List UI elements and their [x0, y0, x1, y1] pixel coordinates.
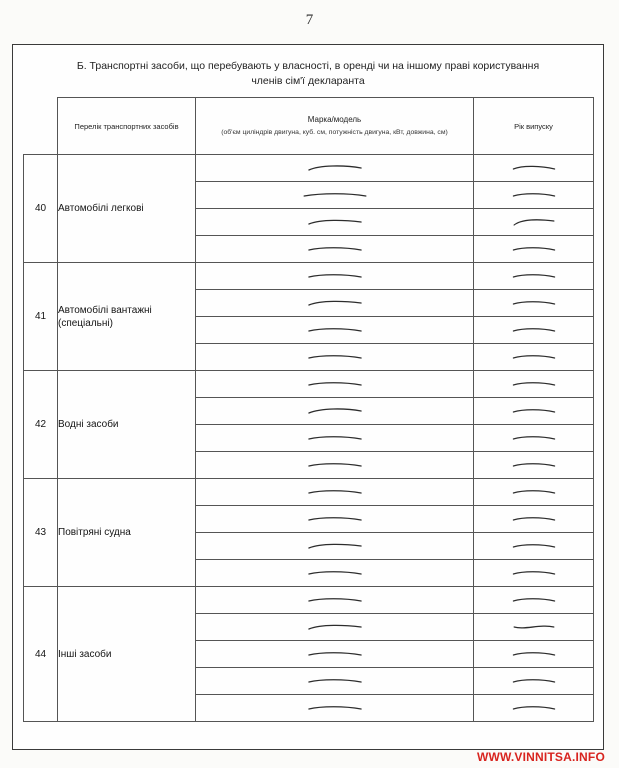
year-cell-44-1[interactable]	[474, 587, 594, 614]
dash-mark-icon	[306, 514, 364, 524]
dash-mark-icon	[511, 514, 557, 524]
dash-mark-icon	[306, 163, 364, 173]
year-cell-40-3[interactable]	[474, 209, 594, 236]
model-cell-44-3[interactable]	[196, 641, 474, 668]
year-cell-41-1[interactable]	[474, 263, 594, 290]
dash-mark-icon	[511, 352, 557, 362]
site-watermark: WWW.VINNITSA.INFO	[476, 750, 605, 764]
row-label-40: Автомобілі легкові	[58, 155, 196, 263]
year-cell-43-2[interactable]	[474, 506, 594, 533]
model-cell-44-2[interactable]	[196, 614, 474, 641]
model-cell-42-2[interactable]	[196, 398, 474, 425]
dash-mark-icon	[511, 568, 557, 578]
model-cell-40-3[interactable]	[196, 209, 474, 236]
model-cell-41-2[interactable]	[196, 290, 474, 317]
row-label-43: Повітряні судна	[58, 479, 196, 587]
header-year: Рік випуску	[474, 98, 594, 155]
model-cell-40-1[interactable]	[196, 155, 474, 182]
dash-mark-icon	[511, 703, 557, 713]
model-cell-41-1[interactable]	[196, 263, 474, 290]
dash-mark-icon	[511, 163, 557, 173]
model-cell-41-4[interactable]	[196, 344, 474, 371]
year-cell-42-1[interactable]	[474, 371, 594, 398]
dash-mark-icon	[306, 649, 364, 659]
model-cell-43-4[interactable]	[196, 560, 474, 587]
model-cell-41-3[interactable]	[196, 317, 474, 344]
table-row	[24, 371, 594, 398]
dash-mark-icon	[511, 244, 557, 254]
page-number: 7	[305, 12, 314, 28]
year-cell-43-1[interactable]	[474, 479, 594, 506]
table-body	[24, 155, 594, 722]
row-number-43: 43	[24, 479, 58, 587]
year-cell-44-2[interactable]	[474, 614, 594, 641]
dash-mark-icon	[306, 379, 364, 389]
header-model-main: Марка/модель	[307, 115, 362, 124]
year-cell-41-2[interactable]	[474, 290, 594, 317]
dash-mark-icon	[306, 271, 364, 281]
row-label-42: Водні засоби	[58, 371, 196, 479]
dash-mark-icon	[306, 325, 364, 335]
year-cell-41-4[interactable]	[474, 344, 594, 371]
model-cell-44-1[interactable]	[196, 587, 474, 614]
vehicles-table	[23, 97, 594, 722]
model-cell-43-2[interactable]	[196, 506, 474, 533]
year-cell-43-4[interactable]	[474, 560, 594, 587]
form-sheet	[12, 44, 604, 750]
dash-mark-icon	[306, 298, 364, 308]
dash-mark-icon	[511, 676, 557, 686]
row-number-40: 40	[24, 155, 58, 263]
model-cell-43-1[interactable]	[196, 479, 474, 506]
dash-mark-icon	[511, 298, 557, 308]
year-cell-40-4[interactable]	[474, 236, 594, 263]
dash-mark-icon	[306, 487, 364, 497]
model-cell-42-3[interactable]	[196, 425, 474, 452]
year-cell-40-1[interactable]	[474, 155, 594, 182]
section-title: Б. Транспортні засоби, що перебувають у власності, в оренді чи на іншому праві користування членів сім'ї декларанта	[76, 60, 540, 87]
model-cell-44-5[interactable]	[196, 695, 474, 722]
row-number-41: 41	[24, 263, 58, 371]
dash-mark-icon	[306, 217, 364, 227]
model-cell-40-2[interactable]	[196, 182, 474, 209]
dash-mark-icon	[302, 190, 368, 200]
header-vehicle-list: Перелік транспортних засобів	[58, 98, 196, 155]
dash-mark-icon	[306, 541, 364, 551]
model-cell-43-3[interactable]	[196, 533, 474, 560]
year-cell-42-3[interactable]	[474, 425, 594, 452]
dash-mark-icon	[511, 271, 557, 281]
year-cell-44-5[interactable]	[474, 695, 594, 722]
dash-mark-icon	[306, 568, 364, 578]
year-cell-40-2[interactable]	[474, 182, 594, 209]
dash-mark-icon	[511, 622, 557, 632]
dash-mark-icon	[306, 595, 364, 605]
header-model	[196, 98, 474, 155]
dash-mark-icon	[511, 325, 557, 335]
dash-mark-icon	[306, 244, 364, 254]
year-cell-42-4[interactable]	[474, 452, 594, 479]
model-cell-42-4[interactable]	[196, 452, 474, 479]
dash-mark-icon	[306, 433, 364, 443]
dash-mark-icon	[306, 352, 364, 362]
table-row	[24, 155, 594, 182]
model-cell-40-4[interactable]	[196, 236, 474, 263]
table-header	[24, 98, 594, 155]
model-cell-44-4[interactable]	[196, 668, 474, 695]
dash-mark-icon	[511, 190, 557, 200]
row-label-44: Інші засоби	[58, 587, 196, 722]
dash-mark-icon	[511, 406, 557, 416]
row-number-44: 44	[24, 587, 58, 722]
row-label-41: Автомобілі вантажні (спеціальні)	[58, 263, 196, 371]
table-row	[24, 479, 594, 506]
year-cell-42-2[interactable]	[474, 398, 594, 425]
year-cell-44-4[interactable]	[474, 668, 594, 695]
row-number-42: 42	[24, 371, 58, 479]
dash-mark-icon	[511, 487, 557, 497]
dash-mark-icon	[511, 460, 557, 470]
model-cell-42-1[interactable]	[196, 371, 474, 398]
year-cell-44-3[interactable]	[474, 641, 594, 668]
year-cell-43-3[interactable]	[474, 533, 594, 560]
dash-mark-icon	[511, 649, 557, 659]
dash-mark-icon	[511, 379, 557, 389]
dash-mark-icon	[511, 433, 557, 443]
header-model-sub: (об'єм циліндрів двигуна, куб. см, потужність двигуна, кВт, довжина, см)	[221, 129, 448, 136]
table-row	[24, 587, 594, 614]
year-cell-41-3[interactable]	[474, 317, 594, 344]
dash-mark-icon	[511, 541, 557, 551]
table-row	[24, 263, 594, 290]
dash-mark-icon	[306, 676, 364, 686]
dash-mark-icon	[306, 406, 364, 416]
dash-mark-icon	[511, 595, 557, 605]
dash-mark-icon	[306, 703, 364, 713]
header-number	[24, 98, 58, 155]
dash-mark-icon	[306, 460, 364, 470]
dash-mark-icon	[511, 217, 557, 227]
dash-mark-icon	[306, 622, 364, 632]
